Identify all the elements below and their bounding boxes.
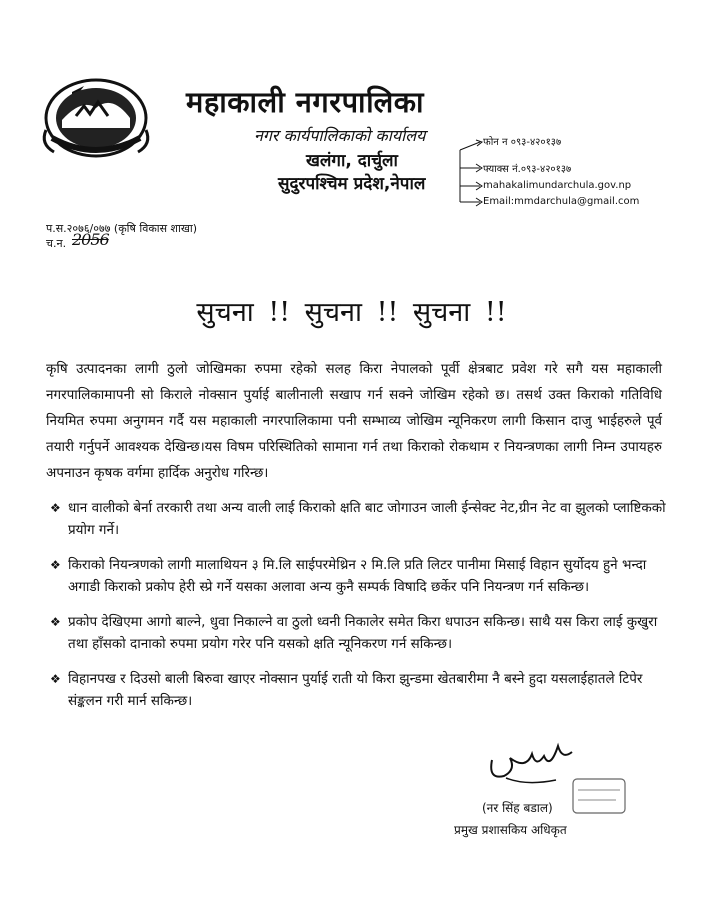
org-name: महाकाली नगरपालिका bbox=[186, 85, 425, 119]
contact-fax: फ्याक्स नं.०९३-४२०१३७ bbox=[483, 164, 572, 175]
bullet-marker: ❖ bbox=[50, 672, 61, 686]
signatory-designation: प्रमुख प्रशासकिय अधिकृत bbox=[454, 823, 567, 837]
municipal-emblem-icon bbox=[32, 58, 160, 166]
dispatch-number: 2056 bbox=[72, 230, 109, 249]
list-item bbox=[46, 497, 666, 541]
notice-title: सुचना !! सुचना !! सुचना !! bbox=[196, 297, 507, 328]
signature-icon bbox=[486, 740, 578, 790]
list-item-text: विहानपख र दिउसो बाली बिरुवा खाएर नोक्सान पुर्याई राती यो किरा झुन्डमा खेतबारीमा नै बस्ने हुदा यसलाईहातले टिपेर संङ्कलन गरी मार्न सकिन्छ। bbox=[68, 671, 643, 709]
list-item bbox=[46, 668, 666, 712]
list-item-text: किराको नियन्त्रणको लागी मालाथियन ३ मि.लि साईपरमेथ्रिन २ मि.लि प्रति लिटर पानीमा मिसाई विहान सुर्योदय हुने भन्दा अगाडी किराको प्रकोप हेरी स्प्रे गर्ने यसका अलावा अन्य कुनै सम्पर्क विषादि छर्केर पनि नियन्त्रण गर्न सकिन्छ। bbox=[68, 557, 647, 595]
office-province: सुदुरपश्चिम प्रदेश,नेपाल bbox=[278, 174, 426, 194]
measures-list bbox=[46, 497, 666, 725]
contact-email: Email:mmdarchula@gmail.com bbox=[483, 196, 640, 207]
bullet-marker: ❖ bbox=[50, 615, 61, 629]
list-item bbox=[46, 611, 666, 655]
bullet-marker: ❖ bbox=[50, 501, 61, 515]
contact-phone: फोन न ०९३-४२०१३७ bbox=[483, 137, 562, 148]
fiscal-year-ref: प.स.२०७६/०७७ (कृषि विकास शाखा) bbox=[46, 222, 198, 235]
signatory-name: (नर सिंह बडाल) bbox=[482, 801, 553, 815]
office-location: खलंगा, दार्चुला bbox=[306, 151, 398, 171]
list-item-text: प्रकोप देखिएमा आगो बाल्ने, धुवा निकाल्ने वा ठुलो ध्वनी निकालेर समेत किरा धपाउन सकिन्छ। साथै यस किरा लाई कुखुरा तथा हाँसको दानाको रुपमा प्रयोग गरेर पनि यसको क्षति न्यूनिकरण गर्न सकिन्छ। bbox=[68, 614, 658, 652]
bullet-marker: ❖ bbox=[50, 558, 61, 572]
office-name: नगर कार्यपालिकाको कार्यालय bbox=[254, 126, 426, 145]
office-stamp-icon bbox=[570, 776, 628, 816]
list-item-text: धान वालीको बेर्ना तरकारी तथा अन्य वाली लाई किराको क्षति बाट जोगाउन जाली ईन्सेक्ट नेट,ग्रीन नेट वा झुलको प्लाष्टिकको प्रयोग गर्ने। bbox=[68, 500, 666, 538]
intro-paragraph: कृषि उत्पादनका लागी ठुलो जोखिमका रुपमा रहेको सलह किरा नेपालको पूर्वी क्षेत्रबाट प्रवेश गरे सगै यस महाकाली नगरपालिकामापनी सो किराले नोक्सान पुर्याई बालीनाली सखाप गर्न सक्ने जोखिम रहेको छ। तसर्थ उक्त किराको गतिविधि नियमित रुपमा अनुगमन गर्दै यस महाकाली नगरपालिकामा पनी सम्भाव्य जोखिम न्यूनिकरण लागी किसान दाजु भाईहरुले पूर्व तयारी गर्नुपर्ने आवश्यक देखिन्छ।यस विषम परिस्थितिको सामाना गर्न तथा किराको रोकथाम र नियन्त्रणका लागी निम्न उपायहरु अपनाउन कृषक वर्गमा हार्दिक अनुरोध गरिन्छ। bbox=[46, 361, 662, 481]
list-item bbox=[46, 554, 666, 598]
contact-block bbox=[446, 132, 671, 212]
dispatch-label: च.न. bbox=[46, 237, 67, 250]
contact-website: mahakalimundarchula.gov.np bbox=[483, 180, 632, 191]
